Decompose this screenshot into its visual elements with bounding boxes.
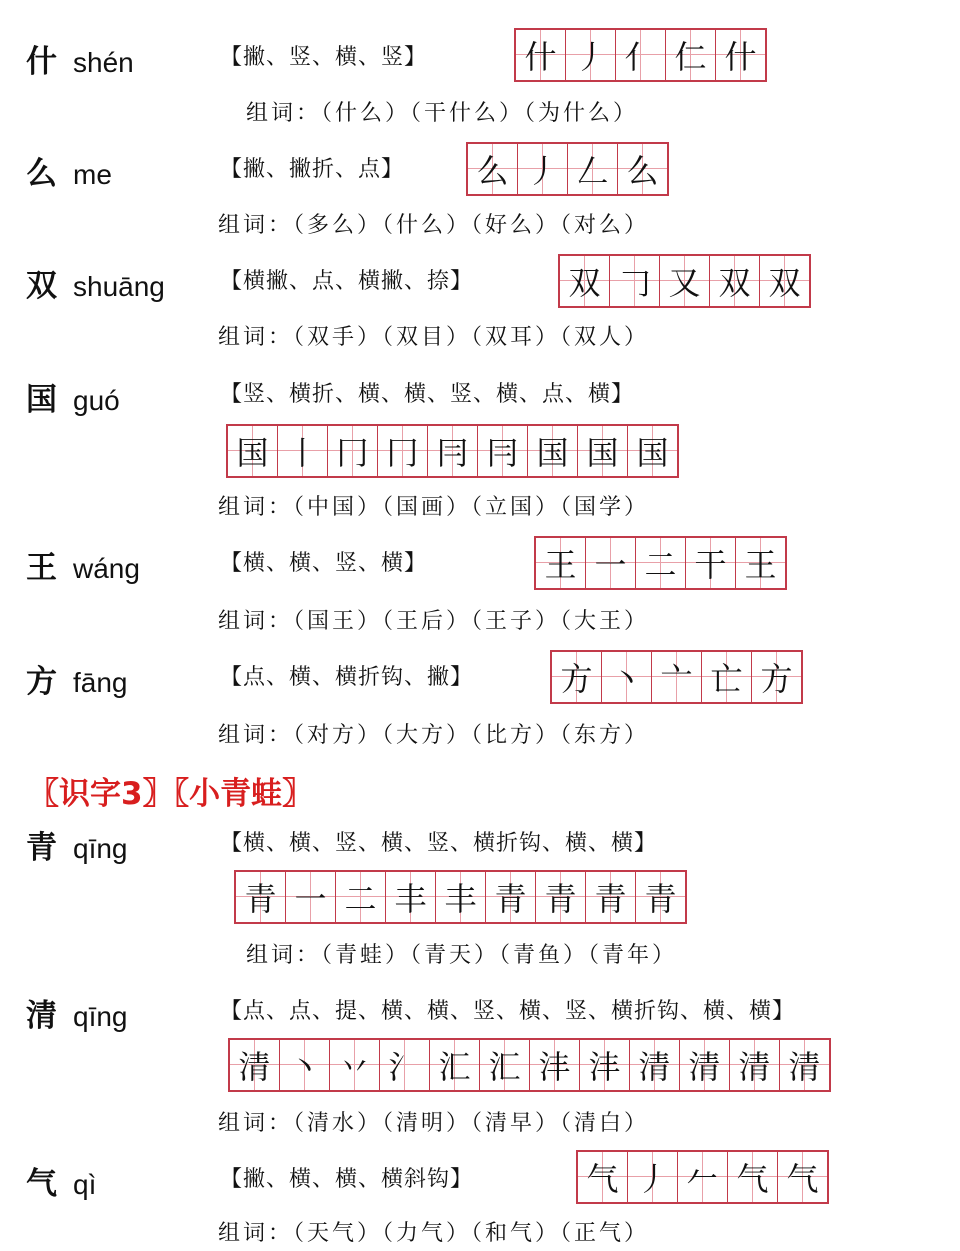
stroke-grid [466,142,669,196]
stroke-cell: 一 [285,872,335,922]
stroke-order-text: 【撇、竖、横、竖】 [220,45,428,70]
entry-heading [26,542,140,587]
stroke-grid [228,1038,831,1092]
stroke-cell: 丿 [627,1152,677,1202]
character: 什 [26,44,57,80]
stroke-cell: 丰 [385,872,435,922]
stroke-cell: 清 [629,1040,679,1090]
word-examples: 组词：（多么）（什么）（好么）（对么） [218,213,650,238]
stroke-cell: 国 [577,426,627,476]
stroke-cell: 王 [735,538,785,588]
stroke-cell: 清 [679,1040,729,1090]
stroke-cell: 又 [659,256,709,306]
stroke-order-text: 【撇、横、横、横斜钩】 [220,1167,474,1192]
word-examples: 组词：（双手）（双目）（双耳）（双人） [218,325,650,350]
stroke-cell: 清 [230,1040,279,1090]
stroke-order-text: 【横撇、点、横撇、捺】 [220,269,474,294]
character: 青 [26,830,57,866]
character: 么 [26,156,57,192]
stroke-cell: 方 [751,652,801,702]
pinyin: me [73,159,112,190]
stroke-order-text: 【点、横、横折钩、撇】 [220,665,474,690]
entry-heading [26,148,112,193]
word-examples: 组词：（清水）（清明）（清早）（清白） [218,1111,650,1136]
stroke-cell: 双 [560,256,609,306]
character: 气 [26,1166,57,1202]
stroke-order-text: 【撇、撇折、点】 [220,157,405,182]
stroke-grid [558,254,811,308]
stroke-order-text: 【横、横、竖、横】 [220,551,428,576]
entry-heading [26,1158,96,1203]
stroke-cell: 么 [617,144,667,194]
entry-heading [26,822,128,867]
stroke-cell: 么 [468,144,517,194]
stroke-grid [226,424,679,478]
stroke-cell: 丷 [329,1040,379,1090]
stroke-cell: 青 [585,872,635,922]
character: 方 [26,664,57,700]
stroke-cell: 什 [516,30,565,80]
stroke-cell: 青 [535,872,585,922]
stroke-cell: 一 [585,538,635,588]
stroke-grid [576,1150,829,1204]
stroke-grid [234,870,687,924]
stroke-cell: 冃 [477,426,527,476]
character: 王 [26,550,57,586]
pinyin: shén [73,47,134,78]
stroke-cell: 气 [578,1152,627,1202]
stroke-cell: 沣 [529,1040,579,1090]
word-examples: 组词：（对方）（大方）（比方）（东方） [218,723,650,748]
pinyin: shuāng [73,271,165,302]
stroke-cell: 清 [779,1040,829,1090]
pinyin: qì [73,1169,97,1200]
stroke-cell: 王 [536,538,585,588]
pinyin: qīng [73,1001,128,1032]
stroke-cell: 氵 [379,1040,429,1090]
stroke-cell: 𠃋 [567,144,617,194]
stroke-cell: 冂 [377,426,427,476]
entry-heading [26,656,128,701]
lesson-section-title: 〖识字3〗〖小青蛙〗 [28,776,314,812]
stroke-cell: 气 [777,1152,827,1202]
stroke-cell: 亻 [615,30,665,80]
stroke-cell: 冃 [427,426,477,476]
stroke-cell: 青 [635,872,685,922]
stroke-cell: 国 [228,426,277,476]
entry-heading [26,36,134,81]
stroke-cell: 气 [727,1152,777,1202]
pinyin: fāng [73,667,128,698]
character: 双 [26,268,57,304]
stroke-cell: 亡 [701,652,751,702]
entry-heading [26,374,120,419]
stroke-cell: 清 [729,1040,779,1090]
stroke-order-text: 【竖、横折、横、横、竖、横、点、横】 [220,382,635,407]
stroke-cell: 𠃌 [609,256,659,306]
stroke-cell: 丨 [277,426,327,476]
pinyin: guó [73,385,120,416]
character: 国 [26,382,57,418]
stroke-grid [550,650,803,704]
stroke-cell: 青 [485,872,535,922]
stroke-cell: 丿 [565,30,615,80]
word-examples: 组词：（什么）（干什么）（为什么） [246,101,639,126]
stroke-cell: 青 [236,872,285,922]
word-examples: 组词：（天气）（力气）（和气）（正气） [218,1221,650,1246]
stroke-grid [534,536,787,590]
stroke-order-text: 【横、横、竖、横、竖、横折钩、横、横】 [220,831,658,856]
stroke-cell: 国 [627,426,677,476]
stroke-cell: 二 [335,872,385,922]
stroke-grid [514,28,767,82]
word-examples: 组词：（中国）（国画）（立国）（国学） [218,495,650,520]
stroke-order-text: 【点、点、提、横、横、竖、横、竖、横折钩、横、横】 [220,999,796,1024]
stroke-cell: 沣 [579,1040,629,1090]
entry-heading [26,990,128,1035]
pinyin: wáng [73,553,140,584]
stroke-cell: 仁 [665,30,715,80]
stroke-cell: 汇 [479,1040,529,1090]
stroke-cell: 𠂉 [677,1152,727,1202]
stroke-cell: 方 [552,652,601,702]
stroke-cell: 丿 [517,144,567,194]
stroke-cell: 国 [527,426,577,476]
entry-heading [26,260,165,305]
character: 清 [26,998,57,1034]
stroke-cell: 干 [685,538,735,588]
stroke-cell: 双 [709,256,759,306]
word-examples: 组词：（国王）（王后）（王子）（大王） [218,609,650,634]
stroke-cell: 丶 [279,1040,329,1090]
stroke-cell: 亠 [651,652,701,702]
word-examples: 组词：（青蛙）（青天）（青鱼）（青年） [246,943,678,968]
stroke-cell: 什 [715,30,765,80]
stroke-cell: 双 [759,256,809,306]
stroke-cell: 丰 [435,872,485,922]
stroke-cell: 汇 [429,1040,479,1090]
stroke-cell: 二 [635,538,685,588]
stroke-cell: 冂 [327,426,377,476]
pinyin: qīng [73,833,128,864]
stroke-cell: 丶 [601,652,651,702]
